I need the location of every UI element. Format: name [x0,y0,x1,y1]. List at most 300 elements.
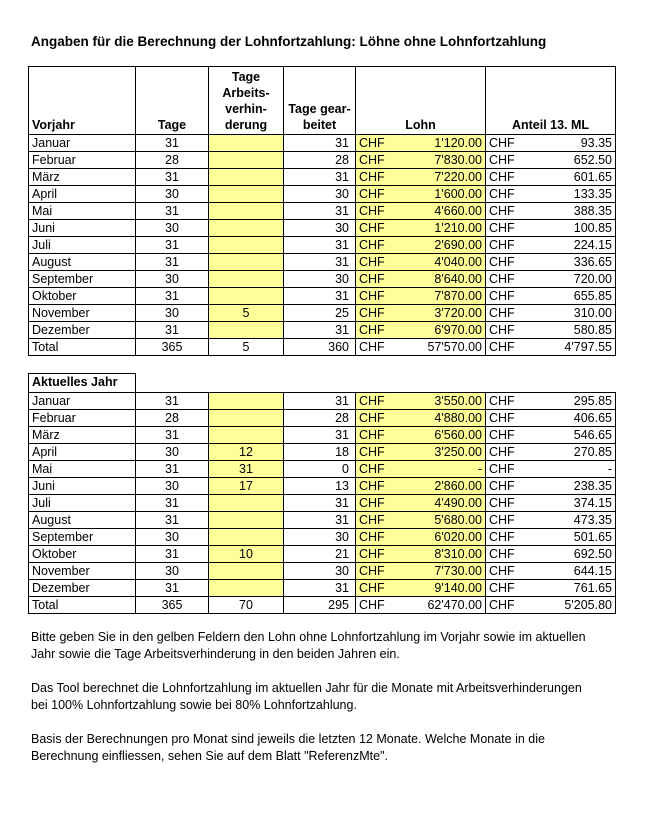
currency-label: CHF [489,221,515,235]
lohn-input[interactable] [356,546,486,563]
gearbeitet-cell: 30 [284,186,356,203]
anteil-value: 374.15 [573,496,612,510]
currency-label: CHF [359,255,385,269]
table-row [29,152,616,169]
currency-label: CHF [489,445,515,459]
currency-label: CHF [489,255,515,269]
currency-label: CHF [359,513,385,527]
header-lohn: Lohn [356,67,486,135]
lohn-value: 3'250.00 [434,445,482,459]
gearbeitet-cell: 295 [284,597,356,614]
lohn-value: 3'550.00 [434,394,482,408]
tage-cell: 365 [136,339,209,356]
table-row [29,135,616,152]
lohn-value: 5'680.00 [434,513,482,527]
gearbeitet-cell: 28 [284,152,356,169]
verhinderung-input[interactable] [209,271,284,288]
lohn-input[interactable] [356,444,486,461]
tage-cell: 31 [136,254,209,271]
tage-cell: 31 [136,288,209,305]
header-verhinderung [209,67,284,135]
currency-label: CHF [489,547,515,561]
currency-label: CHF [359,394,385,408]
currency-label: CHF [489,306,515,320]
anteil-value: 388.35 [573,204,612,218]
lohn-input[interactable] [356,237,486,254]
month-cell: Mai [29,461,136,478]
tage-cell: 31 [136,393,209,410]
gearbeitet-cell: 30 [284,220,356,237]
lohn-input[interactable] [356,169,486,186]
note-line: bei 100% Lohnfortzahlung sowie bei 80% Lohnfortzahlung. [31,698,357,712]
anteil-value: 5'205.80 [564,598,612,612]
currency-label: CHF [359,479,385,493]
verhinderung-input[interactable] [209,495,284,512]
currency-label: CHF [359,411,385,425]
anteil-cell [486,186,616,203]
gearbeitet-cell: 31 [284,203,356,220]
currency-label: CHF [489,530,515,544]
currency-label: CHF [359,547,385,561]
currency-label: CHF [359,598,385,612]
currency-label: CHF [489,394,515,408]
anteil-value: 761.65 [573,581,612,595]
gearbeitet-cell: 31 [284,495,356,512]
tage-cell: 365 [136,597,209,614]
tage-cell: 30 [136,444,209,461]
tage-cell: 31 [136,495,209,512]
month-cell: Januar [29,393,136,410]
table-row [29,529,616,546]
anteil-value: 238.35 [573,479,612,493]
verhinderung-input[interactable]: 31 [209,461,284,478]
tage-cell: 31 [136,169,209,186]
currency-label: CHF [489,272,515,286]
gearbeitet-cell: 25 [284,305,356,322]
gearbeitet-cell: 31 [284,254,356,271]
lohn-input[interactable] [356,254,486,271]
header-verhinderung-line: Arbeits- [222,86,270,100]
currency-label: CHF [359,530,385,544]
lohn-input[interactable] [356,322,486,339]
tage-cell: 31 [136,546,209,563]
currency-label: CHF [359,170,385,184]
lohn-input[interactable] [356,305,486,322]
month-cell: März [29,427,136,444]
table-row [29,546,616,563]
currency-label: CHF [489,411,515,425]
month-cell: Mai [29,203,136,220]
tage-cell: 31 [136,580,209,597]
anteil-value: - [607,462,612,476]
gearbeitet-cell: 28 [284,410,356,427]
tage-cell: 30 [136,305,209,322]
gearbeitet-cell: 31 [284,322,356,339]
currency-label: CHF [359,462,385,476]
anteil-cell [486,495,616,512]
anteil-cell [486,529,616,546]
lohn-value: 9'140.00 [434,581,482,595]
currency-label: CHF [359,153,385,167]
lohn-input [356,339,486,356]
currency-label: CHF [489,428,515,442]
currency-label: CHF [359,323,385,337]
lohn-input[interactable] [356,410,486,427]
gearbeitet-cell: 31 [284,580,356,597]
lohn-input[interactable] [356,135,486,152]
anteil-value: 644.15 [573,564,612,578]
tage-cell: 31 [136,135,209,152]
verhinderung-input[interactable] [209,563,284,580]
currency-label: CHF [359,306,385,320]
currency-label: CHF [489,153,515,167]
verhinderung-input[interactable] [209,393,284,410]
lohn-input[interactable] [356,580,486,597]
lohn-input[interactable] [356,461,486,478]
note-line: Berechnung einfliessen, sehen Sie auf dem Blatt "ReferenzMte". [31,749,388,763]
anteil-cell [486,237,616,254]
month-cell: Oktober [29,546,136,563]
gearbeitet-cell: 30 [284,563,356,580]
gearbeitet-cell: 31 [284,512,356,529]
currency-label: CHF [489,323,515,337]
anteil-cell [486,220,616,237]
header-verhinderung-line: derung [224,118,268,132]
note-tool-description [31,680,631,714]
month-cell: Dezember [29,322,136,339]
gearbeitet-cell: 31 [284,135,356,152]
month-cell: Juli [29,495,136,512]
lohn-input[interactable] [356,288,486,305]
table-row [29,237,616,254]
verhinderung-input[interactable] [209,288,284,305]
verhinderung-input[interactable] [209,169,284,186]
header-anteil: Anteil 13. ML [486,67,616,135]
tage-cell: 30 [136,271,209,288]
table-aktuelles-jahr [28,373,616,614]
month-cell: August [29,254,136,271]
table-row [29,563,616,580]
note-line: Basis der Berechnungen pro Monat sind jeweils die letzten 12 Monate. Welche Monate in die [31,732,545,746]
lohn-value: 6'970.00 [434,323,482,337]
gearbeitet-cell: 31 [284,427,356,444]
currency-label: CHF [489,462,515,476]
verhinderung-input[interactable] [209,152,284,169]
table-row [29,495,616,512]
tage-cell: 28 [136,152,209,169]
month-cell: Dezember [29,580,136,597]
anteil-value: 295.85 [573,394,612,408]
anteil-value: 336.65 [573,255,612,269]
tage-cell: 31 [136,512,209,529]
anteil-cell [486,563,616,580]
anteil-cell [486,410,616,427]
currency-label: CHF [489,564,515,578]
anteil-cell [486,203,616,220]
gearbeitet-cell: 31 [284,169,356,186]
month-cell: September [29,271,136,288]
table-row [29,580,616,597]
verhinderung-input[interactable]: 17 [209,478,284,495]
month-cell: Total [29,339,136,356]
currency-label: CHF [489,204,515,218]
anteil-cell [486,135,616,152]
lohn-value: 6'020.00 [434,530,482,544]
lohn-input[interactable] [356,495,486,512]
anteil-value: 655.85 [573,289,612,303]
currency-label: CHF [359,187,385,201]
anteil-value: 692.50 [573,547,612,561]
currency-label: CHF [359,428,385,442]
table-row [29,186,616,203]
anteil-value: 546.65 [573,428,612,442]
currency-label: CHF [489,581,515,595]
lohn-value: 1'600.00 [434,187,482,201]
lohn-value: 4'660.00 [434,204,482,218]
verhinderung-input[interactable]: 5 [209,305,284,322]
currency-label: CHF [359,340,385,354]
anteil-cell [486,546,616,563]
currency-label: CHF [359,581,385,595]
currency-label: CHF [359,204,385,218]
lohn-input[interactable] [356,563,486,580]
month-cell: November [29,563,136,580]
currency-label: CHF [359,445,385,459]
month-cell: Februar [29,410,136,427]
verhinderung-input[interactable] [209,410,284,427]
anteil-cell [486,393,616,410]
gearbeitet-cell: 360 [284,339,356,356]
tage-cell: 30 [136,478,209,495]
page-title: Angaben für die Berechnung der Lohnfortzahlung: Löhne ohne Lohnfortzahlung [31,34,547,49]
currency-label: CHF [489,340,515,354]
header-tage: Tage [136,67,209,135]
verhinderung-input: 5 [209,339,284,356]
anteil-value: 310.00 [573,306,612,320]
verhinderung-input[interactable] [209,427,284,444]
lohn-value: - [477,462,482,476]
gearbeitet-cell: 0 [284,461,356,478]
table-row [29,512,616,529]
anteil-cell [486,152,616,169]
header-gearbeitet-line: Tage gear- [288,102,351,116]
anteil-value: 652.50 [573,153,612,167]
verhinderung-input[interactable] [209,254,284,271]
lohn-input[interactable] [356,512,486,529]
tage-cell: 31 [136,237,209,254]
lohn-value: 7'220.00 [434,170,482,184]
currency-label: CHF [359,238,385,252]
table-row [29,288,616,305]
lohn-value: 7'830.00 [434,153,482,167]
currency-label: CHF [359,564,385,578]
anteil-cell [486,254,616,271]
tage-cell: 31 [136,203,209,220]
lohn-input[interactable] [356,393,486,410]
table-row [29,254,616,271]
note-line: Bitte geben Sie in den gelben Feldern den Lohn ohne Lohnfortzahlung im Vorjahr sowie im aktuellen [31,630,586,644]
note-line: Das Tool berechnet die Lohnfortzahlung im aktuellen Jahr für die Monate mit Arbeitsverhinderungen [31,681,582,695]
gearbeitet-cell: 31 [284,393,356,410]
anteil-value: 601.65 [573,170,612,184]
lohn-input[interactable] [356,152,486,169]
anteil-cell [486,597,616,614]
month-cell: Oktober [29,288,136,305]
currency-label: CHF [489,479,515,493]
gearbeitet-cell: 21 [284,546,356,563]
lohn-value: 8'640.00 [434,272,482,286]
month-cell: Februar [29,152,136,169]
currency-label: CHF [489,289,515,303]
lohn-value: 4'880.00 [434,411,482,425]
anteil-cell [486,322,616,339]
month-cell: September [29,529,136,546]
table-row [29,461,616,478]
anteil-value: 406.65 [573,411,612,425]
month-cell: Januar [29,135,136,152]
currency-label: CHF [359,136,385,150]
table-row [29,427,616,444]
month-cell: April [29,444,136,461]
anteil-value: 270.85 [573,445,612,459]
anteil-cell [486,169,616,186]
table-row [29,203,616,220]
lohn-value: 1'120.00 [434,136,482,150]
currency-label: CHF [489,136,515,150]
table-row [29,410,616,427]
tage-cell: 31 [136,461,209,478]
header-gearbeitet [284,67,356,135]
anteil-cell [486,271,616,288]
lohn-value: 1'210.00 [434,221,482,235]
lohn-value: 3'720.00 [434,306,482,320]
table-row [29,478,616,495]
verhinderung-input[interactable] [209,529,284,546]
lohn-value: 7'730.00 [434,564,482,578]
lohn-input [356,597,486,614]
tage-cell: 31 [136,427,209,444]
anteil-value: 100.85 [573,221,612,235]
anteil-value: 133.35 [573,187,612,201]
anteil-cell [486,288,616,305]
currency-label: CHF [489,187,515,201]
gearbeitet-cell: 30 [284,271,356,288]
total-row [29,597,616,614]
gearbeitet-cell: 31 [284,288,356,305]
month-cell: November [29,305,136,322]
verhinderung-input[interactable] [209,220,284,237]
gearbeitet-cell: 31 [284,237,356,254]
table-row [29,271,616,288]
verhinderung-input[interactable] [209,237,284,254]
anteil-cell [486,305,616,322]
tage-cell: 28 [136,410,209,427]
verhinderung-input[interactable] [209,322,284,339]
anteil-cell [486,427,616,444]
header-verhinderung-line: Tage [231,70,261,84]
lohn-input[interactable] [356,186,486,203]
anteil-value: 720.00 [573,272,612,286]
table-row [29,169,616,186]
anteil-value: 501.65 [573,530,612,544]
month-cell: August [29,512,136,529]
verhinderung-input[interactable] [209,135,284,152]
anteil-cell [486,580,616,597]
anteil-cell [486,461,616,478]
currency-label: CHF [359,221,385,235]
table-row [29,322,616,339]
month-cell: März [29,169,136,186]
month-cell: Juni [29,220,136,237]
lohn-value: 2'690.00 [434,238,482,252]
verhinderung-input[interactable] [209,580,284,597]
table-row [29,393,616,410]
header-vorjahr: Vorjahr [29,67,136,135]
anteil-value: 224.15 [573,238,612,252]
table-vorjahr [28,66,616,356]
verhinderung-input[interactable] [209,186,284,203]
currency-label: CHF [359,289,385,303]
month-cell: Juli [29,237,136,254]
lohn-input[interactable] [356,427,486,444]
currency-label: CHF [489,598,515,612]
anteil-cell [486,444,616,461]
tage-cell: 30 [136,529,209,546]
verhinderung-input[interactable] [209,203,284,220]
lohn-input[interactable] [356,271,486,288]
tage-cell: 31 [136,322,209,339]
lohn-input[interactable] [356,220,486,237]
lohn-input[interactable] [356,478,486,495]
tage-cell: 30 [136,220,209,237]
gearbeitet-cell: 18 [284,444,356,461]
note-line: Jahr sowie die Tage Arbeitsverhinderung in den beiden Jahren ein. [31,647,400,661]
currency-label: CHF [489,496,515,510]
verhinderung-input[interactable]: 10 [209,546,284,563]
gearbeitet-cell: 13 [284,478,356,495]
verhinderung-input[interactable]: 12 [209,444,284,461]
lohn-value: 4'490.00 [434,496,482,510]
anteil-cell [486,512,616,529]
month-cell: Total [29,597,136,614]
header-gearbeitet-line: beitet [302,118,337,132]
tage-cell: 30 [136,563,209,580]
currency-label: CHF [489,238,515,252]
lohn-input[interactable] [356,529,486,546]
anteil-value: 473.35 [573,513,612,527]
anteil-value: 93.35 [580,136,612,150]
table-row [29,220,616,237]
gearbeitet-cell: 30 [284,529,356,546]
currency-label: CHF [359,272,385,286]
tage-cell: 30 [136,186,209,203]
currency-label: CHF [489,513,515,527]
lohn-value: 2'860.00 [434,479,482,493]
lohn-value: 62'470.00 [427,598,482,612]
verhinderung-input[interactable] [209,512,284,529]
lohn-value: 57'570.00 [427,340,482,354]
lohn-input[interactable] [356,203,486,220]
anteil-cell [486,478,616,495]
anteil-cell [486,339,616,356]
currency-label: CHF [359,496,385,510]
month-cell: April [29,186,136,203]
table-row [29,305,616,322]
anteil-value: 580.85 [573,323,612,337]
lohn-value: 6'560.00 [434,428,482,442]
header-aktuelles-jahr: Aktuelles Jahr [29,374,136,393]
lohn-value: 4'040.00 [434,255,482,269]
